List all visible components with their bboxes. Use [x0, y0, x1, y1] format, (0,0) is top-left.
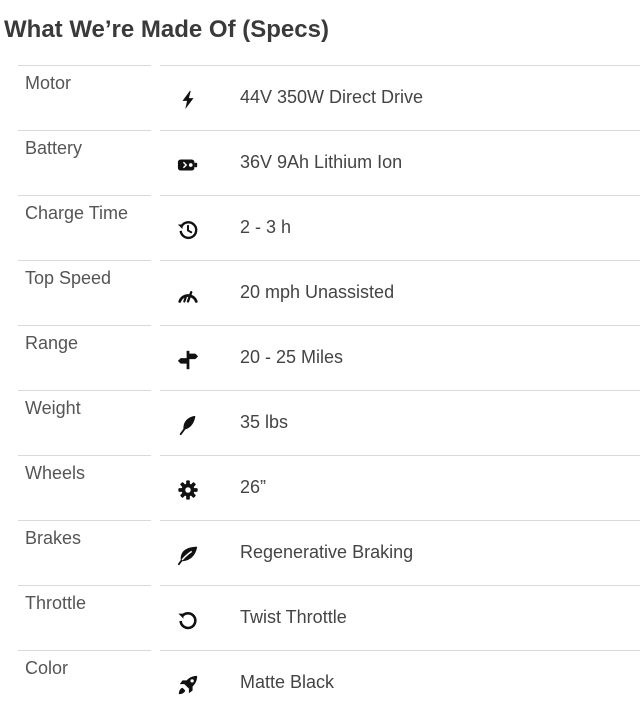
battery-plug-icon	[174, 153, 202, 177]
speedometer-icon	[174, 283, 202, 307]
feather-icon	[174, 413, 202, 437]
spec-label-cell	[18, 65, 151, 130]
specs-table	[0, 65, 640, 715]
spec-label-cell	[18, 390, 151, 455]
gear-icon	[174, 478, 202, 502]
spec-label: Weight	[25, 398, 81, 418]
lightning-bolt-icon	[174, 88, 202, 112]
spec-value: 26”	[240, 477, 267, 497]
spec-value: 36V 9Ah Lithium Ion	[240, 152, 403, 172]
spec-label-cell	[18, 585, 151, 650]
spec-value-cell	[160, 195, 640, 260]
spec-row-range	[0, 325, 640, 390]
spec-value-cell	[160, 585, 640, 650]
spec-label-cell	[18, 520, 151, 585]
spec-row-wheels	[0, 455, 640, 520]
spec-value-cell	[160, 455, 640, 520]
spec-row-motor	[0, 65, 640, 130]
spec-row-charge-time	[0, 195, 640, 260]
spec-value-cell	[160, 325, 640, 390]
spec-row-weight	[0, 390, 640, 455]
spec-label: Throttle	[25, 593, 87, 613]
spec-label: Charge Time	[25, 203, 129, 223]
spec-value: Twist Throttle	[240, 607, 347, 627]
spec-value-cell	[160, 520, 640, 585]
spec-value-cell	[160, 65, 640, 130]
leaf-icon	[174, 543, 202, 567]
spec-value-cell	[160, 130, 640, 195]
signpost-icon	[174, 348, 202, 372]
spec-label: Motor	[25, 73, 72, 93]
spec-row-throttle	[0, 585, 640, 650]
spec-label-cell	[18, 130, 151, 195]
spec-row-brakes	[0, 520, 640, 585]
rocket-icon	[174, 673, 202, 697]
spec-label-cell	[18, 260, 151, 325]
spec-label: Wheels	[25, 463, 86, 483]
spec-value: Regenerative Braking	[240, 542, 414, 562]
spec-row-battery	[0, 130, 640, 195]
spec-label-cell	[18, 325, 151, 390]
spec-value: Matte Black	[240, 672, 335, 692]
spec-label-cell	[18, 455, 151, 520]
spec-value-cell	[160, 390, 640, 455]
spec-value: 35 lbs	[240, 412, 289, 432]
spec-value: 20 - 25 Miles	[240, 347, 344, 367]
spec-label: Battery	[25, 138, 83, 158]
spec-row-top-speed	[0, 260, 640, 325]
spec-label: Brakes	[25, 528, 82, 548]
spec-value: 2 - 3 h	[240, 217, 292, 237]
spec-value: 20 mph Unassisted	[240, 282, 395, 302]
history-clock-icon	[174, 218, 202, 242]
spec-label: Color	[25, 658, 69, 678]
spec-label: Range	[25, 333, 79, 353]
spec-value: 44V 350W Direct Drive	[240, 87, 424, 107]
spec-value-cell	[160, 650, 640, 715]
spec-label-cell	[18, 650, 151, 715]
rotate-icon	[174, 608, 202, 632]
page-title: What We’re Made Of (Specs)	[4, 16, 329, 43]
spec-label: Top Speed	[25, 268, 112, 288]
spec-label-cell	[18, 195, 151, 260]
spec-row-color	[0, 650, 640, 715]
spec-value-cell	[160, 260, 640, 325]
